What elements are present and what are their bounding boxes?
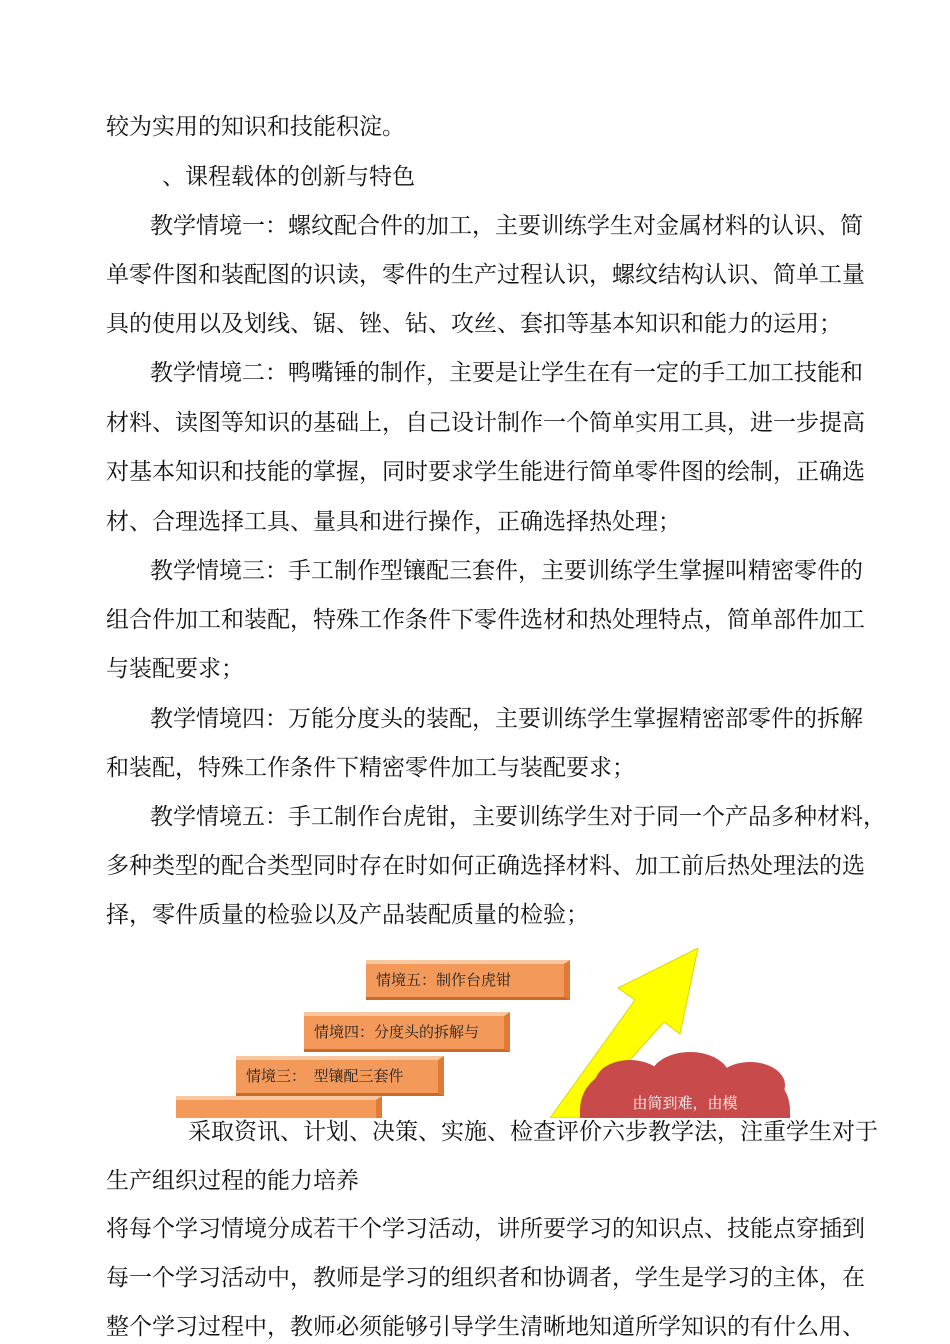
paragraph-line: 多种类型的配合类型同时存在时如何正确选择材料、加工前后热处理法的选 [106,853,865,879]
paragraph-line: 与装配要求； [106,656,244,682]
step-block-situation-5: 情境五：制作台虎钳 [366,960,570,1000]
paragraph-line: 和装配，特殊工作条件下精密零件加工与装配要求； [106,755,635,781]
paragraph-line: 教学情境一：螺纹配合件的加工，主要训练学生对金属材料的认识、简 [150,213,863,239]
paragraph-line: 整个学习过程中，教师必须能够引导学生清晰地知道所学知识的有什么用、 [106,1314,865,1340]
cloud-label: 由简到难，由模 [580,1070,790,1118]
paragraph-line: 组合件加工和装配，特殊工作条件下零件选材和热处理特点，简单部件加工 [106,607,865,633]
paragraph-line: 单零件图和装配图的识读，零件的生产过程认识，螺纹结构认识、简单工量 [106,262,865,288]
step-block-situation-3: 情境三： 型镶配三套件 [236,1056,444,1096]
step-block-base [176,1096,382,1118]
paragraph-line: 生产组织过程的能力培养 [106,1168,359,1194]
paragraph-line: 每一个学习活动中，教师是学习的组织者和协调者，学生是学习的主体，在 [106,1265,865,1291]
paragraph-line: 将每个学习情境分成若干个学习活动，讲所要学习的知识点、技能点穿插到 [106,1216,865,1242]
paragraph-line: 择，零件质量的检验以及产品装配质量的检验； [106,902,589,928]
paragraph-line: 材、合理选择工具、量具和进行操作，正确选择热处理； [106,509,681,535]
paragraph-line: 教学情境四：万能分度头的装配，主要训练学生掌握精密部零件的拆解 [150,706,863,732]
paragraph-line: 对基本知识和技能的掌握，同时要求学生能进行简单零件图的绘制，正确选 [106,459,865,485]
section-heading: 、课程载体的创新与特色 [162,164,415,190]
step-block-situation-4: 情境四：分度头的拆解与 [304,1012,510,1052]
paragraph-line: 教学情境二：鸭嘴锤的制作，主要是让学生在有一定的手工加工技能和 [150,360,863,386]
paragraph-line: 具的使用以及划线、锯、锉、钻、攻丝、套扣等基本知识和能力的运用； [106,311,842,337]
paragraph-line: 较为实用的知识和技能积淀。 [106,114,405,140]
paragraph-line: 教学情境三：手工制作型镶配三套件，主要训练学生掌握叫精密零件的 [150,558,863,584]
paragraph-line: 采取资讯、计划、决策、实施、检查评价六步教学法，注重学生对于 [188,1119,878,1145]
paragraph-line: 教学情境五：手工制作台虎钳，主要训练学生对于同一个产品多种材料， [150,804,886,830]
teaching-situations-figure [170,948,810,1118]
paragraph-line: 材料、读图等知识的基础上，自己设计制作一个简单实用工具，进一步提高 [106,410,865,436]
